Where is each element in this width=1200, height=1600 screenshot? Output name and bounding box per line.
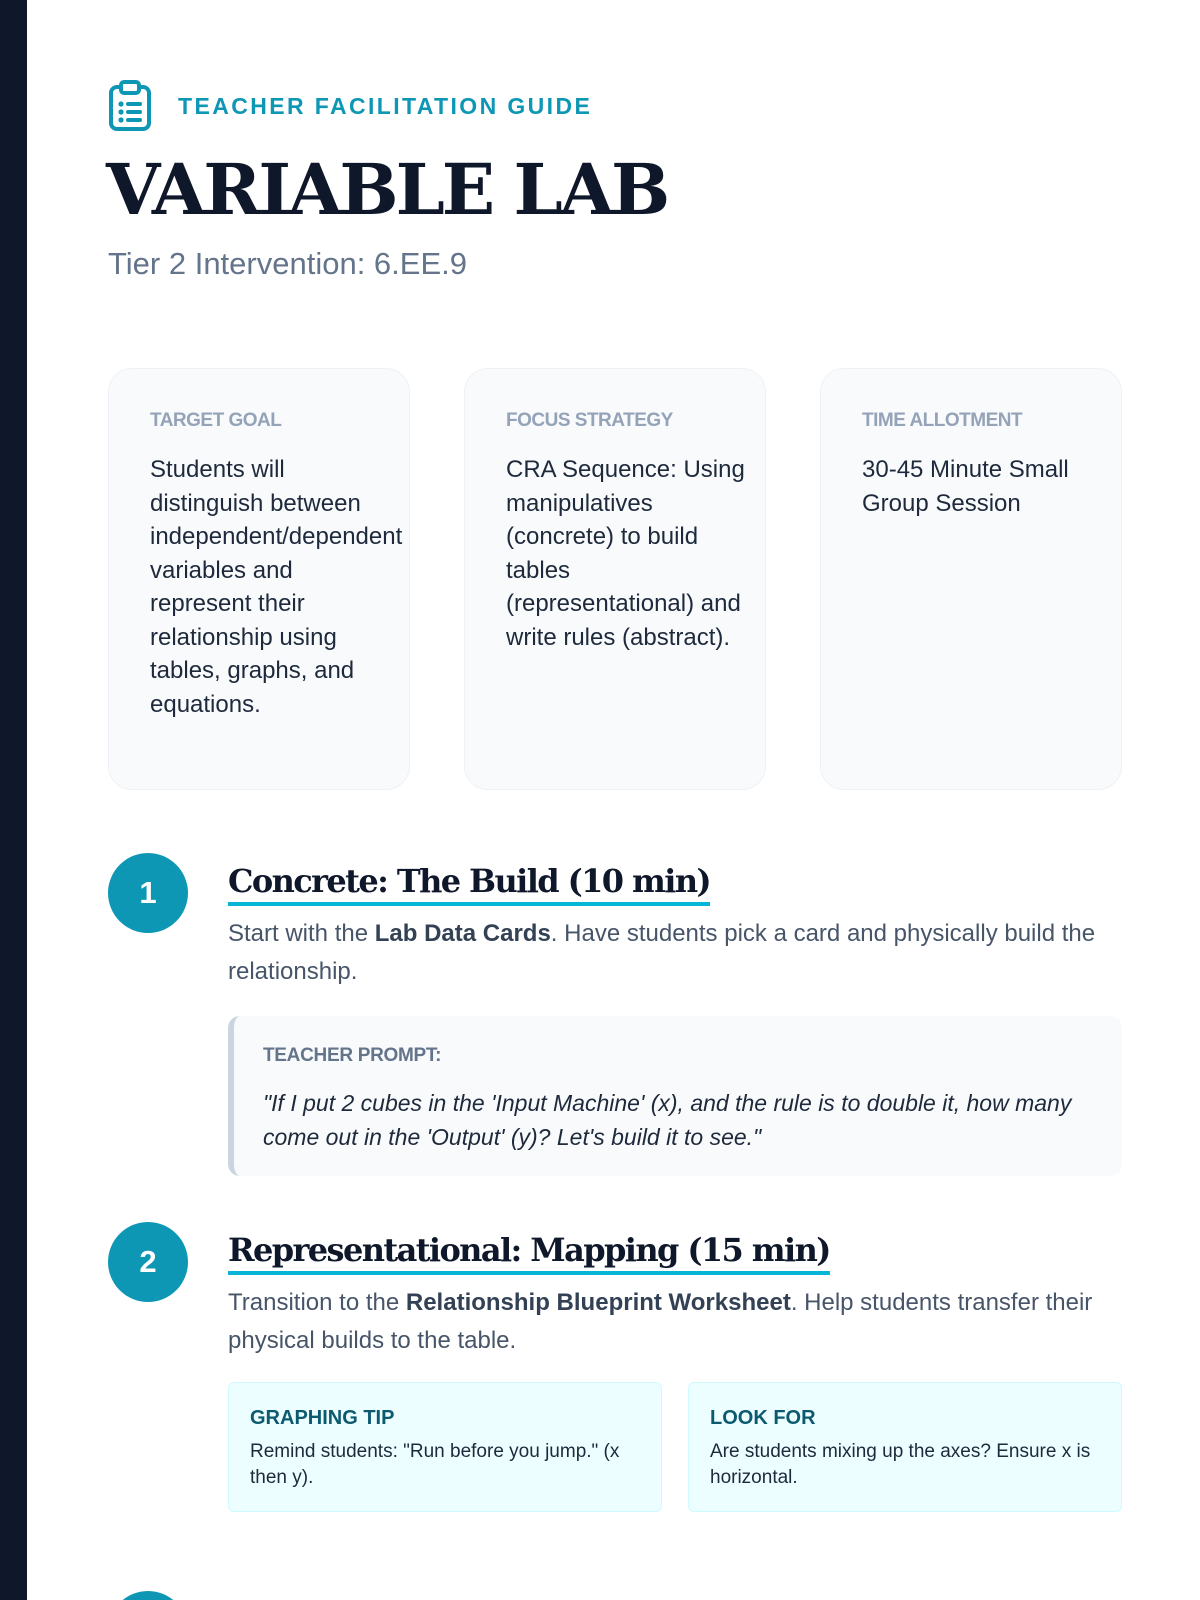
step-description bbox=[228, 1284, 1122, 1359]
step-title: Representational: Mapping (15 min) bbox=[228, 1230, 830, 1275]
prompt-quote: "If I put 2 cubes in the 'Input Machine' (x), and the rule is to double it, how many come out in the 'Output' (y)? Let's build it to see." bbox=[263, 1090, 1072, 1150]
teacher-prompt-callout bbox=[228, 1016, 1122, 1176]
step-text-rest: . Have students pick a card and physically build the relationship. bbox=[228, 920, 1096, 985]
focus-strategy-card bbox=[464, 368, 766, 790]
overview-cards bbox=[108, 368, 1122, 790]
step-text-rest: . Help students transfer their physical builds to the table. bbox=[228, 1289, 1093, 1354]
step-text-lead: Start with the bbox=[228, 920, 375, 947]
card-label: TARGET GOAL bbox=[150, 410, 282, 431]
step-number-badge: 1 bbox=[108, 853, 188, 933]
time-allotment-card bbox=[820, 368, 1122, 790]
graphing-tip-callout bbox=[228, 1382, 662, 1512]
look-for-callout bbox=[688, 1382, 1122, 1512]
material-name: Lab Data Cards bbox=[374, 920, 551, 947]
material-name: Relationship Blueprint Worksheet bbox=[405, 1289, 791, 1316]
tip-label: LOOK FOR bbox=[710, 1407, 816, 1429]
guide-eyebrow bbox=[108, 80, 592, 132]
prompt-label: TEACHER PROMPT: bbox=[263, 1045, 442, 1066]
tip-text: Remind students: "Run before you jump." (x then y). bbox=[250, 1441, 620, 1488]
clipboard-list-icon bbox=[108, 80, 152, 132]
step-text-lead: Transition to the bbox=[228, 1289, 406, 1316]
page-subtitle: Tier 2 Intervention: 6.EE.9 bbox=[108, 246, 467, 281]
card-body: Students will distinguish between independent/dependent variables and represent their relationship using tables, graphs, and equations. bbox=[150, 456, 403, 718]
card-body: CRA Sequence: Using manipulatives (concrete) to build tables (representational) and write rules (abstract). bbox=[506, 456, 745, 651]
guide-type-label: TEACHER FACILITATION GUIDE bbox=[178, 92, 593, 119]
step-number-badge: 2 bbox=[108, 1222, 188, 1302]
card-body: 30-45 Minute Small Group Session bbox=[862, 456, 1069, 517]
card-label: FOCUS STRATEGY bbox=[506, 410, 673, 431]
card-label: TIME ALLOTMENT bbox=[862, 410, 1023, 431]
tip-text: Are students mixing up the axes? Ensure x is horizontal. bbox=[710, 1441, 1091, 1488]
step-title: Concrete: The Build (10 min) bbox=[228, 861, 710, 906]
page-title: VARIABLE LAB bbox=[106, 148, 668, 231]
tip-label: GRAPHING TIP bbox=[250, 1407, 395, 1429]
step-3-badge-partial bbox=[108, 1591, 188, 1600]
step-description bbox=[228, 915, 1122, 990]
left-accent-bar bbox=[0, 0, 27, 1600]
target-goal-card bbox=[108, 368, 410, 790]
